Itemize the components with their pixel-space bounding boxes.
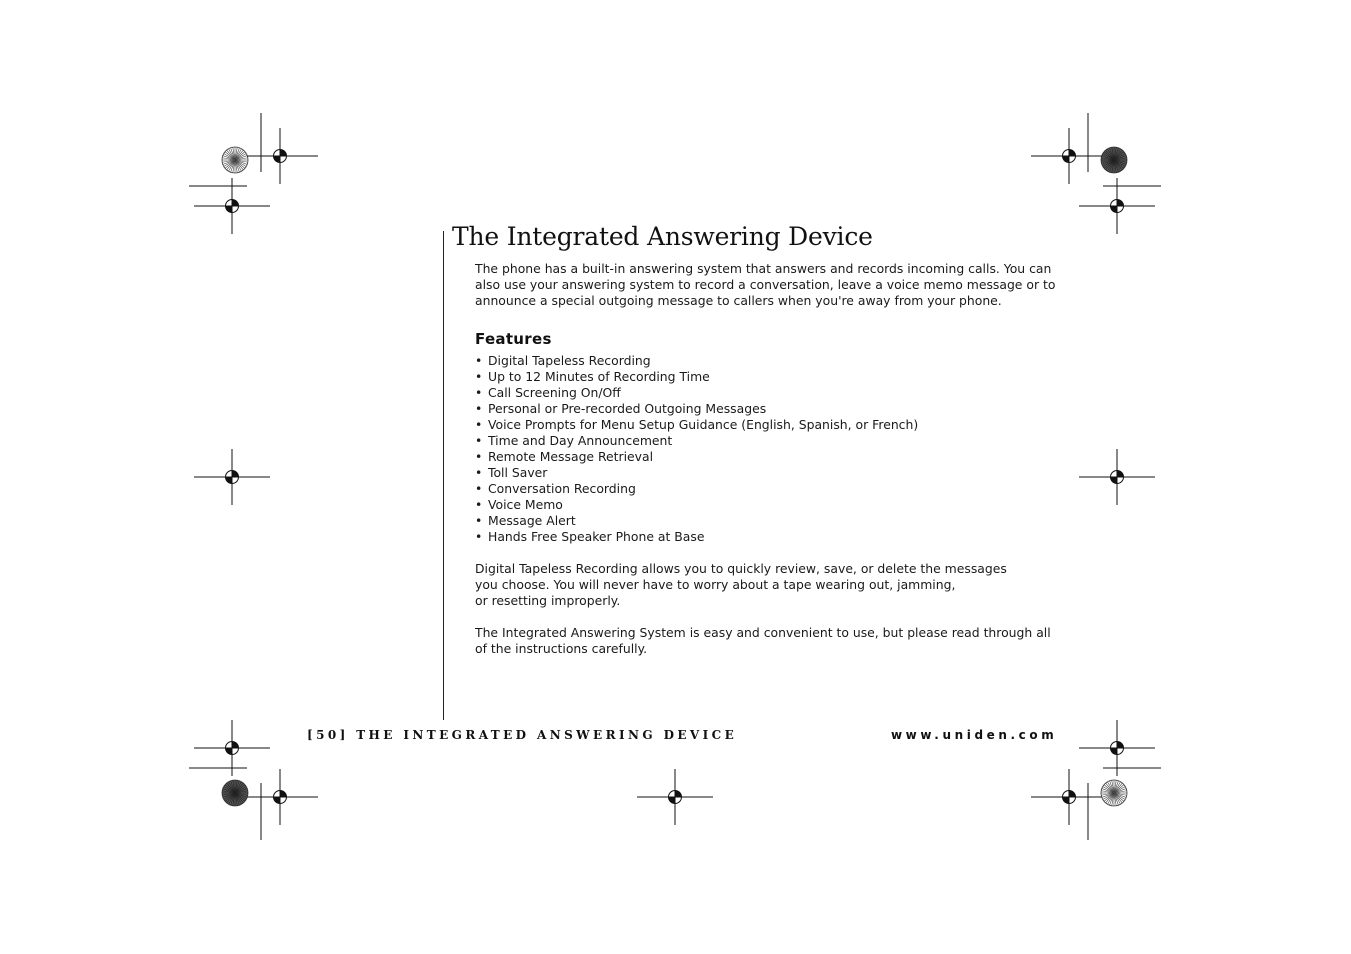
feature-item bbox=[475, 353, 918, 369]
feature-item bbox=[475, 529, 918, 545]
features-heading: Features bbox=[475, 330, 552, 348]
feature-label: Message Alert bbox=[488, 513, 576, 528]
crosshair-target-icon bbox=[242, 128, 318, 184]
radial-starburst-icon bbox=[222, 780, 248, 806]
paragraph-line: Digital Tapeless Recording allows you to quickly review, save, or delete the messages bbox=[475, 561, 1007, 576]
feature-item bbox=[475, 369, 918, 385]
feature-item bbox=[475, 417, 918, 433]
paragraph-line: or resetting improperly. bbox=[475, 593, 621, 608]
crosshair-target-icon bbox=[1031, 769, 1107, 825]
radial-starburst-icon bbox=[1101, 147, 1127, 173]
bullet-icon: • bbox=[475, 385, 483, 400]
crosshair-target-icon bbox=[242, 769, 318, 825]
bullet-icon: • bbox=[475, 369, 483, 384]
crosshair-target-icon bbox=[1079, 449, 1155, 505]
feature-item bbox=[475, 481, 918, 497]
intro-line: The phone has a built-in answering system that answers and records incoming calls. You can bbox=[475, 261, 1052, 276]
intro-line: announce a special outgoing message to callers when you're away from your phone. bbox=[475, 293, 1002, 308]
feature-label: Toll Saver bbox=[488, 465, 548, 480]
feature-label: Personal or Pre-recorded Outgoing Messages bbox=[488, 401, 767, 416]
feature-label: Call Screening On/Off bbox=[488, 385, 621, 400]
radial-starburst-icon bbox=[1101, 780, 1127, 806]
bullet-icon: • bbox=[475, 497, 483, 512]
intro-line: also use your answering system to record a conversation, leave a voice memo message or to bbox=[475, 277, 1056, 292]
column-divider-rule bbox=[443, 231, 444, 720]
feature-item bbox=[475, 433, 918, 449]
features-list bbox=[475, 353, 918, 545]
footer-page-label: [50] THE INTEGRATED ANSWERING DEVICE bbox=[307, 728, 738, 742]
feature-label: Conversation Recording bbox=[488, 481, 636, 496]
feature-label: Voice Memo bbox=[488, 497, 563, 512]
feature-label: Up to 12 Minutes of Recording Time bbox=[488, 369, 710, 384]
paragraph-line: you choose. You will never have to worry about a tape wearing out, jamming, bbox=[475, 577, 956, 592]
footer-website: www.uniden.com bbox=[891, 728, 1058, 742]
bullet-icon: • bbox=[475, 529, 483, 544]
bullet-icon: • bbox=[475, 465, 483, 480]
page-title: The Integrated Answering Device bbox=[452, 222, 873, 251]
feature-item bbox=[475, 385, 918, 401]
feature-label: Digital Tapeless Recording bbox=[488, 353, 651, 368]
feature-label: Voice Prompts for Menu Setup Guidance (English, Spanish, or French) bbox=[488, 417, 919, 432]
feature-item bbox=[475, 401, 918, 417]
intro-paragraph bbox=[475, 261, 1056, 309]
feature-item bbox=[475, 449, 918, 465]
paragraph-line: of the instructions carefully. bbox=[475, 641, 648, 656]
radial-starburst-icon bbox=[222, 147, 248, 173]
bullet-icon: • bbox=[475, 353, 483, 368]
bullet-icon: • bbox=[475, 433, 483, 448]
crosshair-target-icon bbox=[637, 769, 713, 825]
feature-item bbox=[475, 465, 918, 481]
bullet-icon: • bbox=[475, 417, 483, 432]
tapeless-recording-paragraph bbox=[475, 561, 1050, 609]
feature-label: Hands Free Speaker Phone at Base bbox=[488, 529, 705, 544]
feature-item bbox=[475, 497, 918, 513]
instructions-paragraph bbox=[475, 625, 1050, 657]
feature-item bbox=[475, 513, 918, 529]
feature-label: Time and Day Announcement bbox=[488, 433, 673, 448]
paragraph-line: The Integrated Answering System is easy and convenient to use, but please read through all bbox=[475, 625, 1051, 640]
crosshair-target-icon bbox=[1031, 128, 1107, 184]
bullet-icon: • bbox=[475, 401, 483, 416]
feature-label: Remote Message Retrieval bbox=[488, 449, 654, 464]
bullet-icon: • bbox=[475, 481, 483, 496]
bullet-icon: • bbox=[475, 449, 483, 464]
crosshair-target-icon bbox=[194, 449, 270, 505]
bullet-icon: • bbox=[475, 513, 483, 528]
